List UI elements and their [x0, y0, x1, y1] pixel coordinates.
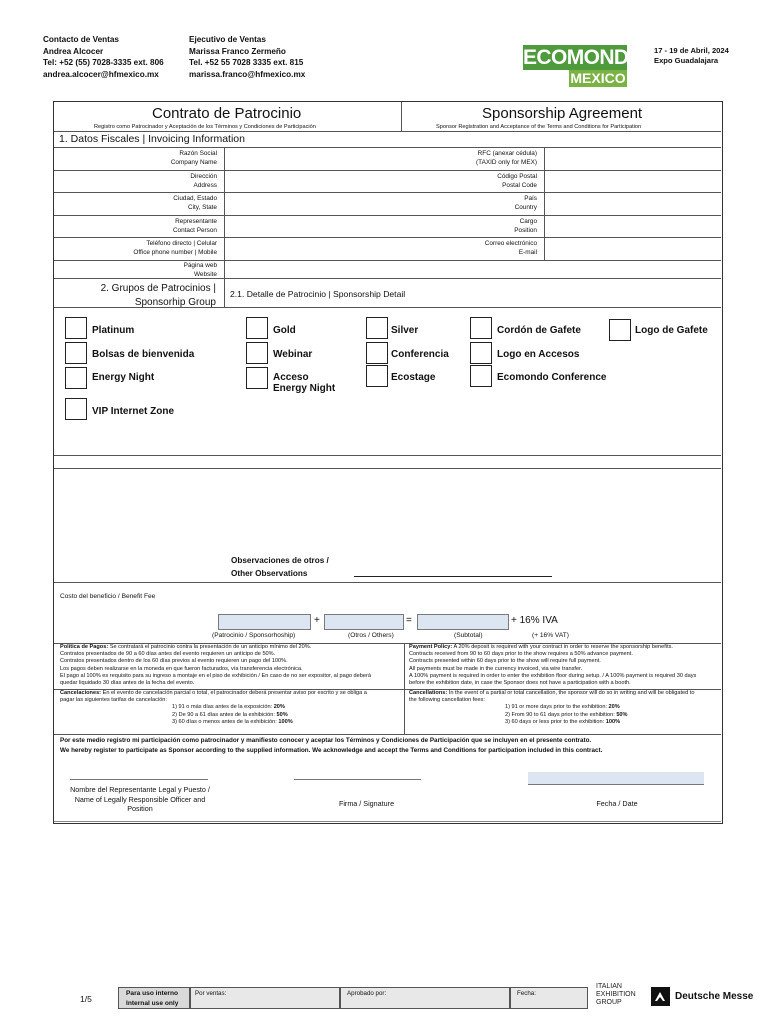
observations-label: Observaciones de otros / Other Observations: [231, 556, 329, 578]
sales-contact-block: [43, 34, 164, 80]
conferencia-label: Conferencia: [391, 349, 449, 360]
gold-label: Gold: [273, 325, 296, 336]
others-label: (Otros / Others): [348, 632, 394, 639]
email-label: Correo electrónico E-mail: [484, 240, 537, 257]
acceso-energy-night-checkbox[interactable]: [246, 367, 268, 389]
event-dates: 17 - 19 de Abril, 2024: [654, 46, 729, 55]
bolsas-label: Bolsas de bienvenida: [92, 349, 195, 360]
divider: [54, 278, 721, 279]
ecostage-checkbox[interactable]: [366, 365, 388, 387]
ecomondo-conference-label: Ecomondo Conference: [497, 372, 607, 383]
country-field[interactable]: [546, 194, 720, 214]
energy-night-checkbox[interactable]: [65, 367, 87, 389]
webinar-label: Webinar: [273, 349, 313, 360]
logo-gafete-label: Logo de Gafete: [635, 325, 708, 336]
acceso-energy-night-label: Acceso Energy Night: [273, 372, 336, 394]
cordon-checkbox[interactable]: [470, 317, 492, 339]
address-field[interactable]: [226, 172, 542, 191]
internal-use-label: Para uso interno Internal use only: [118, 987, 190, 1009]
executive-phone: Tel. +52 55 7028 3335 ext. 815: [189, 58, 304, 68]
page-number: 1/5: [80, 994, 92, 1004]
logo-accesos-checkbox[interactable]: [470, 342, 492, 364]
logo-gafete-checkbox[interactable]: [609, 319, 631, 341]
gold-checkbox[interactable]: [246, 317, 268, 339]
phone-field[interactable]: [226, 239, 542, 259]
energy-night-label: Energy Night: [92, 372, 155, 383]
section1-title: 1. Datos Fiscales | Invoicing Information: [59, 133, 245, 145]
equals-sign: =: [406, 615, 412, 626]
website-field[interactable]: [226, 261, 720, 277]
bottom-border: [54, 821, 721, 822]
event-venue: Expo Guadalajara: [654, 56, 719, 65]
divider: [54, 237, 721, 238]
sales-contact-email: andrea.alcocer@hfmexico.mx: [43, 69, 159, 79]
sponsorship-label: (Patrocinio / Sponsorhoship): [212, 632, 296, 639]
position-label: Cargo Position: [514, 218, 537, 235]
cordon-label: Cordón de Gafete: [497, 325, 581, 336]
plus-sign: +: [314, 615, 320, 626]
divider: [54, 582, 721, 583]
by-sales-label: Por ventas:: [195, 990, 227, 997]
rfc-label: RFC (anexar cédula) (TAXID only for MEX): [476, 150, 537, 167]
deutsche-messe-icon: [651, 987, 670, 1006]
column-divider: [224, 147, 225, 278]
divider: [54, 215, 721, 216]
vip-checkbox[interactable]: [65, 398, 87, 420]
footer-date-field[interactable]: [510, 987, 588, 1009]
bolsas-checkbox[interactable]: [65, 342, 87, 364]
en-subtitle: Sponsor Registration and Acceptance of the Terms and Conditions for Participation: [436, 124, 642, 130]
executive-email: marissa.franco@hfmexico.mx: [189, 69, 306, 79]
divider: [54, 734, 721, 735]
contact-person-field[interactable]: [226, 217, 542, 236]
website-label: Página web Website: [183, 262, 217, 279]
divider: [54, 170, 721, 171]
representative-line: [70, 779, 208, 780]
en-cancellation-policy: Cancellations: In the event of a partial or total cancellation, the sponsor will do so in writing and will be obligated to the following cancellation fees: 1) 91 or more days prior to the exhibition: 20% 2) From 90 to 61 days prior to the exhibition: 50% 3) 60 days or less prior to the exhibition: 100%: [409, 690, 695, 725]
company-name-field[interactable]: [226, 149, 542, 169]
phone-label: Teléfono directo | Celular Office phone number | Mobile: [133, 240, 217, 257]
sales-contact-phone: Tel: +52 (55) 7028-3335 ext. 806: [43, 58, 164, 68]
title-divider: [401, 102, 402, 131]
ecomondo-conference-checkbox[interactable]: [470, 365, 492, 387]
executive-title: Ejecutivo de Ventas: [189, 35, 266, 44]
sponsorship-fee-input[interactable]: [218, 614, 311, 630]
representative-label: Nombre del Representante Legal y Puesto / Name of Legally Responsible Officer and Position: [70, 785, 210, 813]
contract-form: [53, 101, 723, 824]
company-name-label: Razón Social Company Name: [170, 150, 217, 167]
vip-label: VIP Internet Zone: [92, 406, 175, 417]
footer-date-label: Fecha:: [517, 990, 536, 997]
ecomondo-logo: [523, 45, 645, 87]
fees-title: Costo del beneficio / Benefit Fee: [60, 593, 156, 600]
divider: [54, 131, 721, 132]
platinum-label: Platinum: [92, 325, 135, 336]
es-cancellation-policy: Cancelaciones: En el evento de cancelación parcial o total, el patrocinador deberá presentar aviso por escrito y se obliga a pagar las siguientes tarifas de cancelación: 1) 91 o más días antes de la exposición: 20% 2) De 90 a 61 días antes de la exhibición: 50% 3) 60 días o menos antes de la exhibición: 100%: [60, 690, 367, 725]
es-title: Contrato de Patrocinio: [152, 105, 302, 122]
observations-area[interactable]: [54, 470, 721, 580]
column-divider: [544, 147, 545, 260]
divider: [54, 455, 721, 456]
iva-label: + 16% IVA: [511, 615, 558, 626]
others-fee-input[interactable]: [324, 614, 404, 630]
vat-label: (+ 16% VAT): [532, 632, 569, 639]
executive-contact-block: [189, 34, 305, 80]
section2-title: 2. Grupos de Patrocinios | Sponsorhip Group: [100, 283, 216, 308]
divider: [54, 147, 721, 148]
by-sales-field[interactable]: [190, 987, 340, 1009]
subtotal-input[interactable]: [417, 614, 509, 630]
executive-name: Marissa Franco Zermeño: [189, 46, 286, 56]
observations-line: [354, 576, 552, 577]
silver-label: Silver: [391, 325, 419, 336]
ecostage-label: Ecostage: [391, 372, 436, 383]
signature-field[interactable]: [294, 766, 421, 779]
city-state-label: Ciudad, Estado City, State: [173, 195, 217, 212]
conferencia-checkbox[interactable]: [366, 342, 388, 364]
approved-by-field[interactable]: [340, 987, 510, 1009]
position-field[interactable]: [546, 217, 720, 236]
ieg-logo: ITALIAN EXHIBITION GROUP: [596, 983, 636, 1006]
divider: [54, 468, 721, 469]
email-field[interactable]: [546, 239, 720, 259]
signature-label: Firma / Signature: [338, 799, 395, 808]
column-divider: [224, 278, 225, 307]
city-state-field[interactable]: [226, 194, 542, 214]
postal-code-label: Código Postal Postal Code: [497, 173, 537, 190]
signature-line: [294, 779, 421, 780]
es-payment-policy: Política de Pagos: Se contratará el patrocinio contra la presentación de un anticipo mínimo del 20%. Contratos presentados de 90 a 60 días antes del evento requieren un anticipo de 50%. Contratos presentados dentro de los 60 días previos al evento requieren un pago del 100%. Los pagos deben realizarse en la moneda en que fueron facturados, vía transferencia electrónica. El pago al 100% es requisito para su ingreso a montaje en el piso de exhibición / En caso de no ser expositor, al pago deberá quedar liquidado 30 días antes de la fecha del evento.: [60, 644, 371, 687]
subtotal-label: (Subtotal): [454, 632, 483, 639]
rfc-field[interactable]: [546, 149, 720, 169]
contact-person-label: Representante Contact Person: [172, 218, 217, 235]
en-payment-policy: Payment Policy: A 20% deposit is required with your contract in order to reserve the sponsorship benefits. Contracts received from 90 to 60 days prior to the show requires a 50% advance payment. Contracts presented within 60 days prior to the show will require full payment. All payments must be made in the currency invoiced, via wire transfer. A 100% payment is required in order to enter the exhibition floor during setup. / A 100% payment is required 30 days before the exhibition date, in case the Sponsor does not have a participation with a booth.: [409, 644, 697, 687]
webinar-checkbox[interactable]: [246, 342, 268, 364]
event-info: [654, 46, 729, 66]
platinum-checkbox[interactable]: [65, 317, 87, 339]
divider: [54, 307, 721, 308]
date-field[interactable]: [528, 772, 704, 785]
section2-detail-title: 2.1. Detalle de Patrocinio | Sponsorship Detail: [230, 289, 406, 299]
deutsche-messe-logo: Deutsche Messe: [675, 991, 754, 1002]
silver-checkbox[interactable]: [366, 317, 388, 339]
divider: [54, 192, 721, 193]
sales-contact-name: Andrea Alcocer: [43, 46, 104, 56]
postal-code-field[interactable]: [546, 172, 720, 191]
es-subtitle: Registro como Patrocinador y Aceptación de los Términos y Condiciones de Participación: [94, 124, 316, 130]
representative-field[interactable]: [70, 766, 208, 779]
country-label: País Country: [514, 195, 537, 212]
sales-contact-title: Contacto de Ventas: [43, 35, 119, 44]
en-title: Sponsorship Agreement: [482, 105, 643, 122]
logo-top-text: ECOMONDO: [523, 46, 645, 69]
approved-by-label: Aprobado por:: [347, 990, 387, 997]
agreement-text: Por este medio registro mi participación como patrocinador y manifiesto conocer y aceptar los Términos y Condiciones de Participación que se incluyen en el presente contrato. We hereby register to participate as Sponsor according to the supplied information. We acknowledge and accept the Terms and Conditions for participation included in this contract.: [60, 737, 603, 754]
date-label: Fecha / Date: [596, 799, 638, 808]
address-label: Dirección Address: [190, 173, 217, 190]
logo-accesos-label: Logo en Accesos: [497, 349, 580, 360]
logo-bottom-text: MEXICO: [570, 70, 626, 86]
